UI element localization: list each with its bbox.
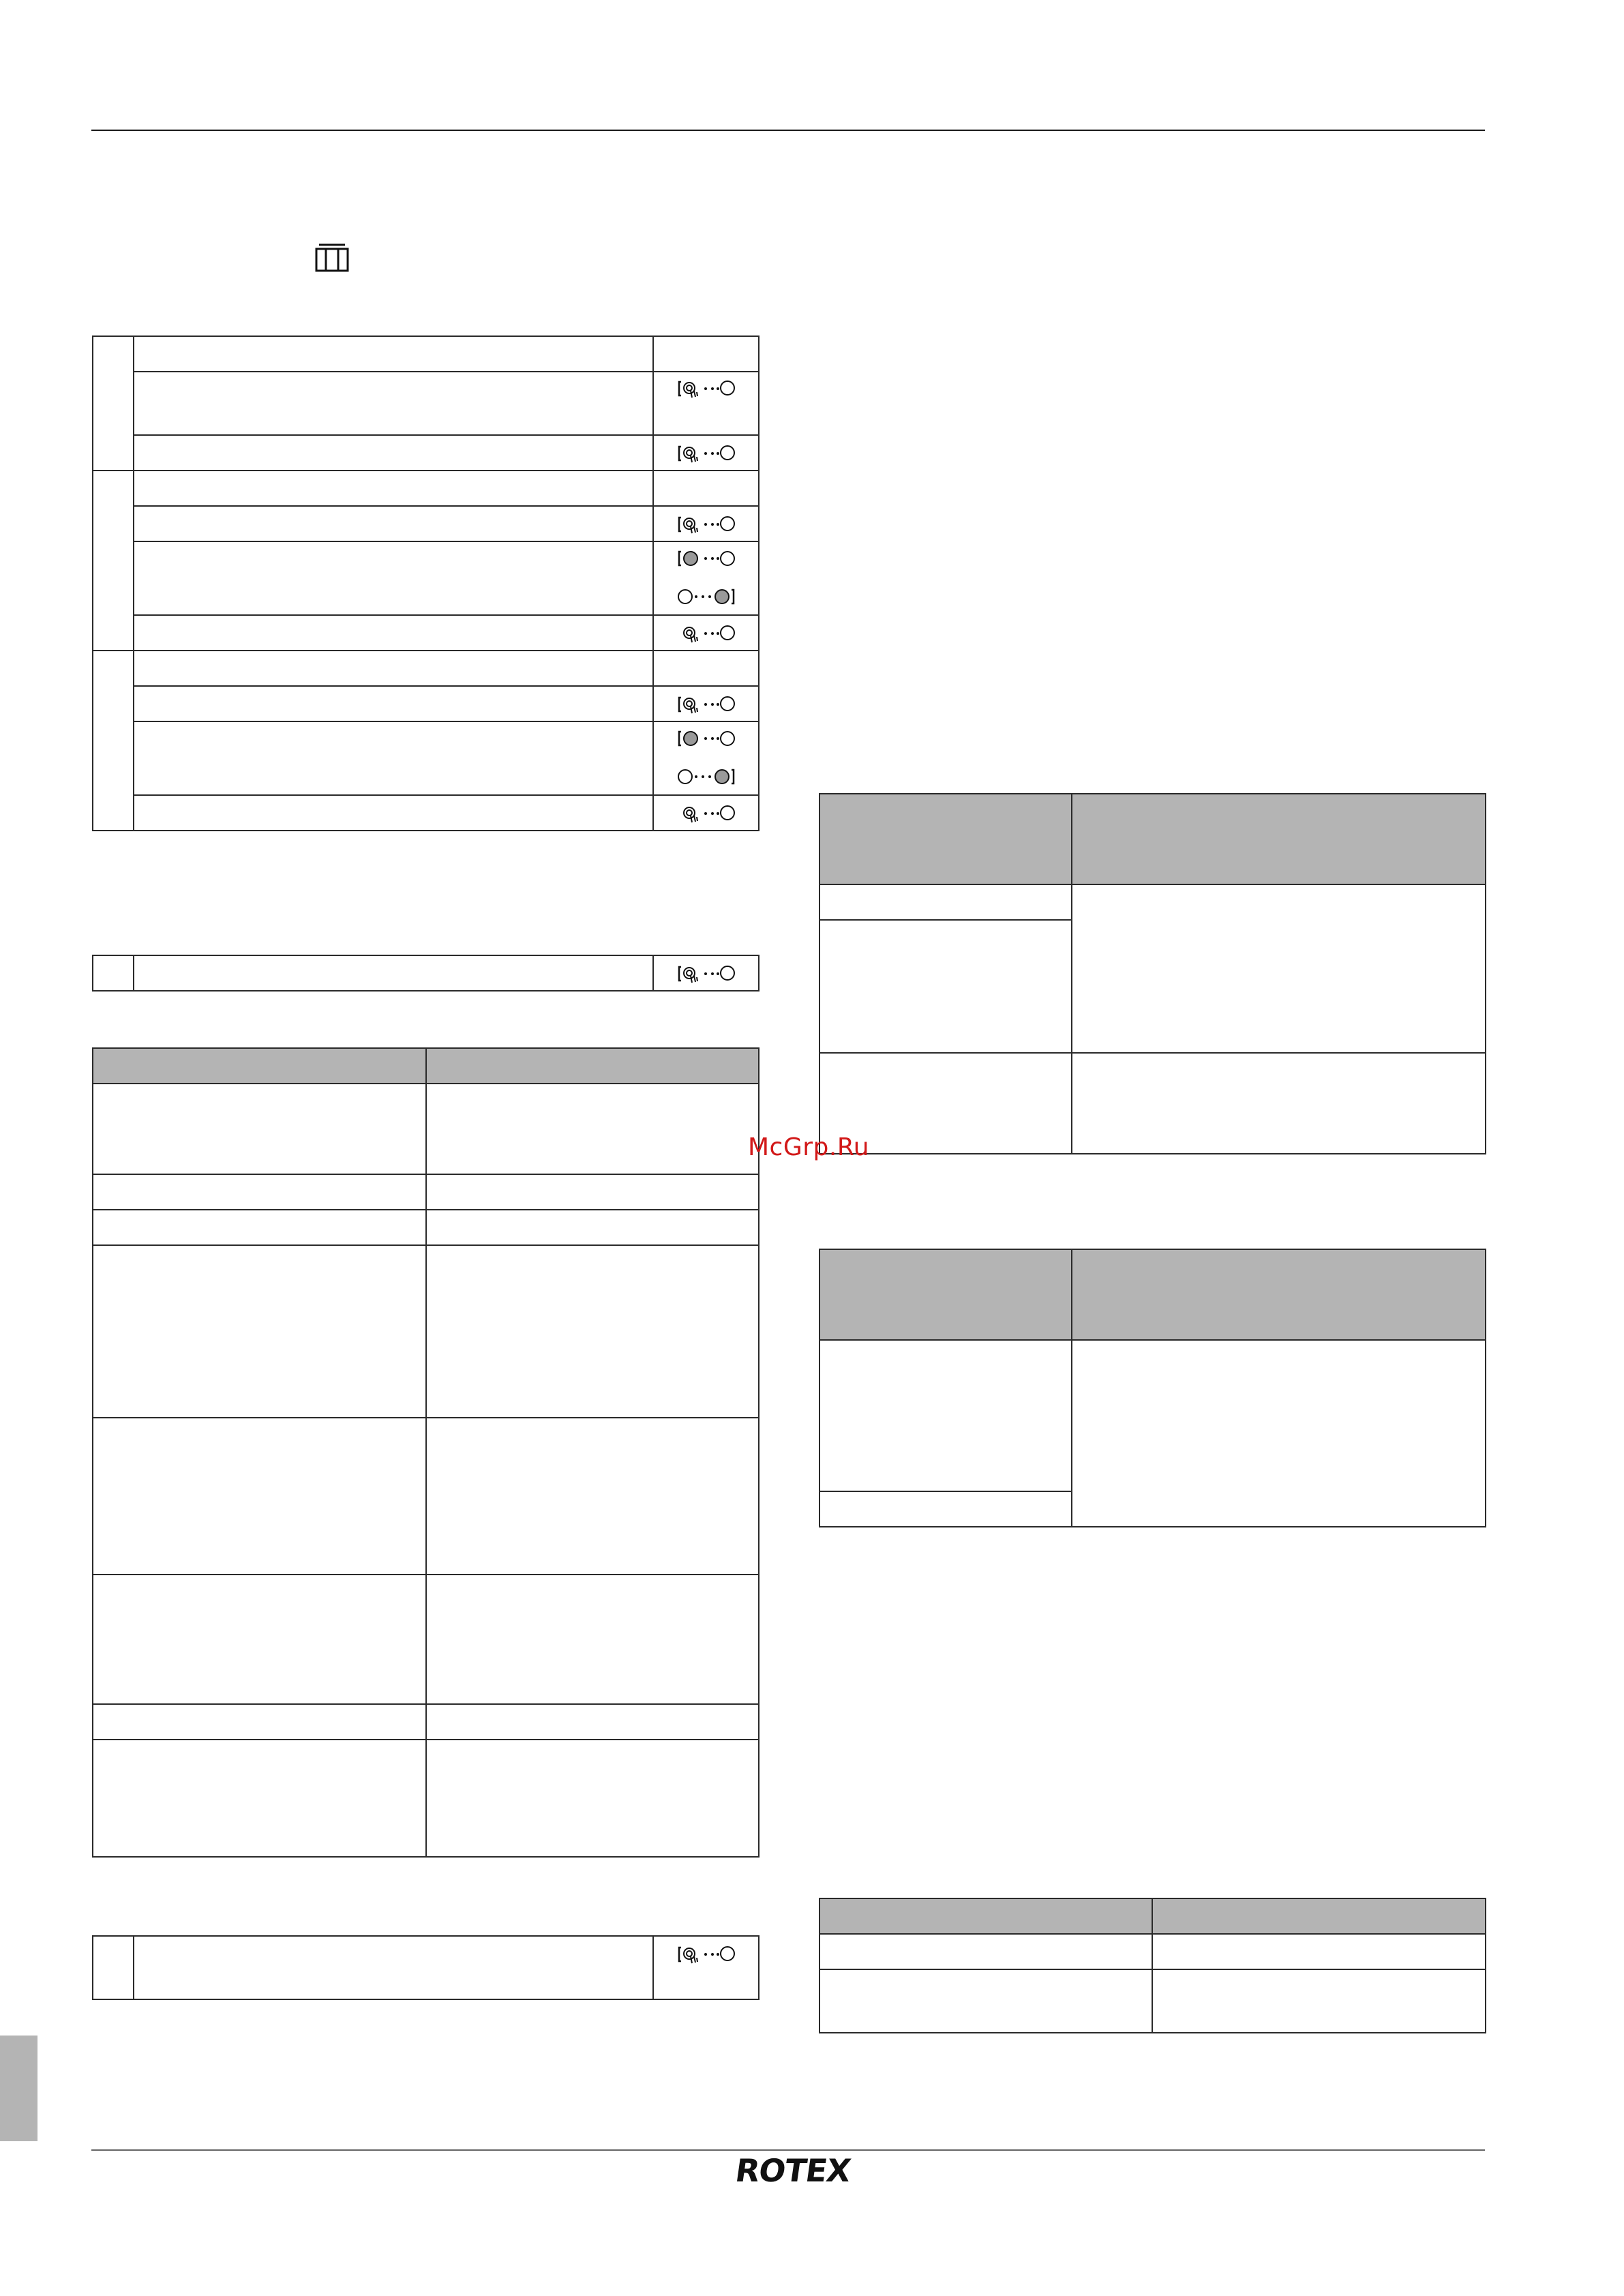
table-cell xyxy=(134,651,653,686)
user-access-icon xyxy=(677,443,736,464)
user-access-icon xyxy=(677,378,736,399)
group-cell xyxy=(93,336,134,471)
table-cell xyxy=(134,795,653,831)
table-cell xyxy=(134,336,653,372)
table-cell xyxy=(819,1934,1152,1969)
table-cell xyxy=(134,435,653,471)
table-cell xyxy=(1072,1053,1486,1154)
header-cell xyxy=(1152,1898,1486,1934)
icon-cell xyxy=(653,615,759,651)
table-cell xyxy=(426,1740,759,1857)
access-active-left-icon xyxy=(677,548,736,569)
user-access-icon xyxy=(677,514,736,535)
header-cell xyxy=(1072,794,1486,884)
table-cell xyxy=(426,1174,759,1210)
right-table-b xyxy=(819,1249,1486,1527)
icon-cell xyxy=(653,795,759,831)
table-cell xyxy=(134,721,653,795)
settings-table-2 xyxy=(92,955,760,992)
table-cell xyxy=(93,1575,426,1704)
watermark-text: McGrp.Ru xyxy=(748,1133,870,1161)
header-cell xyxy=(1072,1249,1486,1340)
access-active-right-icon xyxy=(677,766,736,787)
header-cell xyxy=(93,1048,426,1084)
table-cell xyxy=(93,1936,134,1999)
right-table-c xyxy=(819,1898,1486,2033)
header-rule xyxy=(91,130,1485,131)
table-cell xyxy=(653,651,759,686)
icon-cell xyxy=(653,721,759,795)
group-cell xyxy=(93,471,134,651)
access-active-right-icon xyxy=(677,586,736,607)
icon-cell xyxy=(653,541,759,615)
table-cell xyxy=(134,506,653,541)
table-cell xyxy=(93,1210,426,1245)
user-access-icon xyxy=(677,1944,736,1965)
table-cell xyxy=(653,336,759,372)
table-cell xyxy=(134,686,653,721)
table-cell xyxy=(134,541,653,615)
header-cell xyxy=(819,1249,1072,1340)
settings-table-3 xyxy=(92,1935,760,2000)
table-cell xyxy=(1152,1934,1486,1969)
table-cell xyxy=(426,1704,759,1740)
icon-cell xyxy=(653,372,759,435)
table-cell xyxy=(93,1174,426,1210)
table-cell xyxy=(819,1340,1072,1491)
table-cell xyxy=(426,1084,759,1174)
user-access-icon xyxy=(677,964,736,984)
table-cell xyxy=(1072,1340,1486,1527)
icon-cell xyxy=(653,686,759,721)
icon-cell xyxy=(653,955,759,991)
settings-table-1 xyxy=(92,336,760,831)
table-cell xyxy=(134,955,653,991)
table-cell xyxy=(653,471,759,506)
header-cell xyxy=(819,794,1072,884)
group-cell xyxy=(93,651,134,831)
table-cell xyxy=(134,372,653,435)
table-cell xyxy=(819,920,1072,1053)
table-cell xyxy=(134,615,653,651)
table-cell xyxy=(426,1418,759,1575)
chapter-side-tab xyxy=(0,2036,37,2141)
table-cell xyxy=(819,1491,1072,1527)
table-cell xyxy=(93,955,134,991)
header-cell xyxy=(819,1898,1152,1934)
table-cell xyxy=(93,1245,426,1418)
access-active-left-icon xyxy=(677,728,736,749)
table-cell xyxy=(426,1575,759,1704)
rotex-logo: ROTEX xyxy=(733,2152,853,2189)
table-cell xyxy=(93,1084,426,1174)
table-cell xyxy=(93,1418,426,1575)
table-cell xyxy=(93,1704,426,1740)
footer-rule xyxy=(91,2149,1485,2151)
parameter-table xyxy=(92,1047,760,1858)
table-cell xyxy=(1072,884,1486,1053)
icon-cell xyxy=(653,435,759,471)
table-cell xyxy=(1152,1969,1486,2033)
user-level-icon xyxy=(677,623,736,644)
table-cell xyxy=(93,1740,426,1857)
table-cell xyxy=(819,1969,1152,2033)
table-cell xyxy=(426,1210,759,1245)
table-cell xyxy=(134,471,653,506)
right-table-a xyxy=(819,793,1486,1154)
header-cell xyxy=(426,1048,759,1084)
table-cell xyxy=(134,1936,653,1999)
user-access-icon xyxy=(677,694,736,715)
table-cell xyxy=(426,1245,759,1418)
icon-cell xyxy=(653,1936,759,1999)
user-level-icon xyxy=(677,803,736,824)
table-cell xyxy=(819,884,1072,920)
icon-cell xyxy=(653,506,759,541)
structure-menu-icon xyxy=(314,242,350,273)
